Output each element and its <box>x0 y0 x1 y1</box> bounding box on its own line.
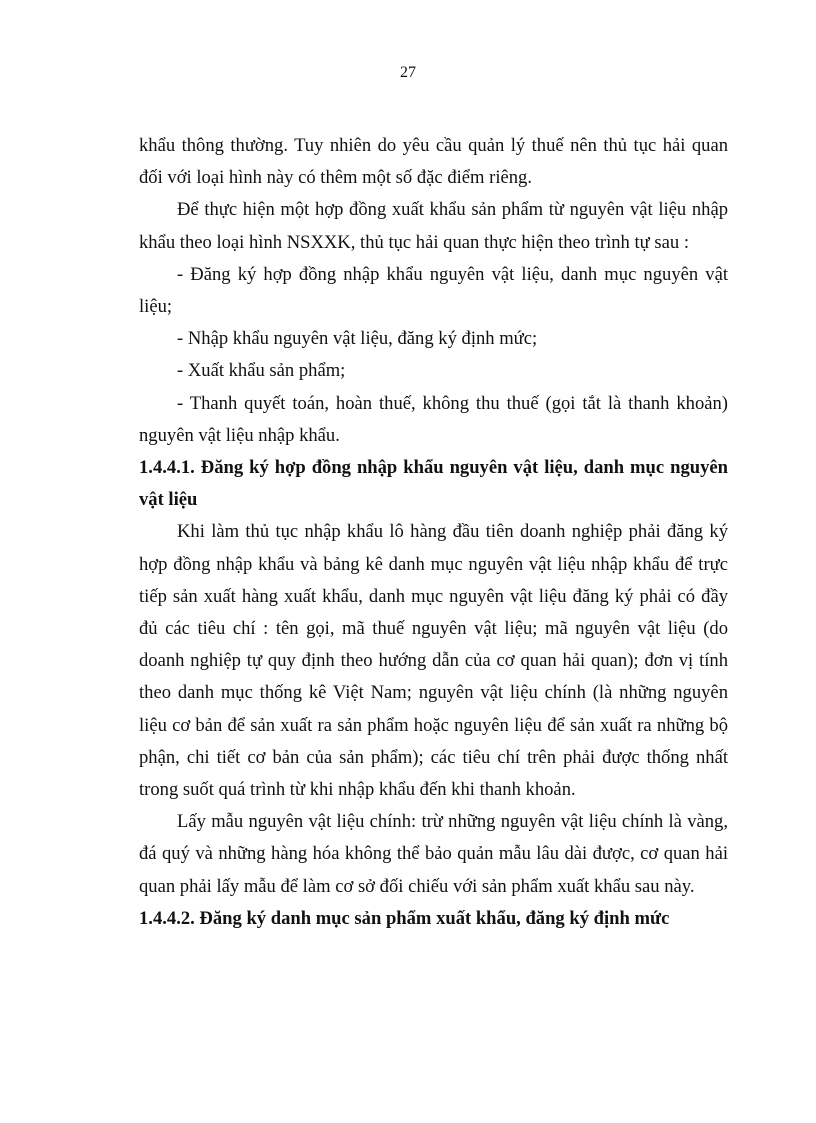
list-item: - Thanh quyết toán, hoàn thuế, không thu thuế (gọi tắt là thanh khoản) nguyên vật liệu nhập khẩu. <box>139 392 728 446</box>
section-heading: 1.4.4.2. Đăng ký danh mục sản phẩm xuất khẩu, đăng ký định mức <box>139 907 670 929</box>
list-item: - Đăng ký hợp đồng nhập khẩu nguyên vật liệu, danh mục nguyên vật liệu; <box>139 263 728 318</box>
section-heading: 1.4.4.1. Đăng ký hợp đồng nhập khẩu nguyên vật liệu, danh mục nguyên vật liệu <box>139 457 728 511</box>
paragraph: Lấy mẫu nguyên vật liệu chính: trừ những nguyên vật liệu chính là vàng, đá quý và những hàng hóa không thể bảo quản mẫu lâu dài được, cơ quan hải quan phải lấy mẫu để làm cơ sở đối chiếu với sản phẩm xuất khẩu sau này. <box>139 811 728 897</box>
paragraph: Khi làm thủ tục nhập khẩu lô hàng đầu tiên doanh nghiệp phải đăng ký hợp đồng nhập khẩu và bảng kê danh mục nguyên vật liệu nhập khẩu để trực tiếp sản xuất hàng xuất khẩu, danh mục nguyên vật liệu đăng ký phải có đầy đủ các tiêu chí : tên gọi, mã thuế nguyên vật liệu; mã nguyên vật liệu (do doanh nghiệp tự quy định theo hướng dẫn của cơ quan hải quan); đơn vị tính theo danh mục thống kê Việt Nam; nguyên vật liệu chính (là những nguyên liệu cơ bản để sản xuất ra sản phẩm hoặc nguyên liệu để sản xuất ra những bộ phận, chi tiết cơ bản của sản phẩm); các tiêu chí trên phải được thống nhất trong suốt quá trình từ khi nhập khẩu đến khi thanh khoản. <box>139 521 728 801</box>
list-item: - Nhập khẩu nguyên vật liệu, đăng ký định mức; <box>177 328 538 350</box>
document-body <box>139 130 728 935</box>
list-item: - Xuất khẩu sản phẩm; <box>177 360 346 382</box>
paragraph: khẩu thông thường. Tuy nhiên do yêu cầu quản lý thuế nên thủ tục hải quan đối với loại hình này có thêm một số đặc điểm riêng. <box>139 135 728 189</box>
page-number: 27 <box>400 64 416 81</box>
paragraph: Để thực hiện một hợp đồng xuất khẩu sản phẩm từ nguyên vật liệu nhập khẩu theo loại hình NSXXK, thủ tục hải quan thực hiện theo trình tự sau : <box>139 199 728 253</box>
